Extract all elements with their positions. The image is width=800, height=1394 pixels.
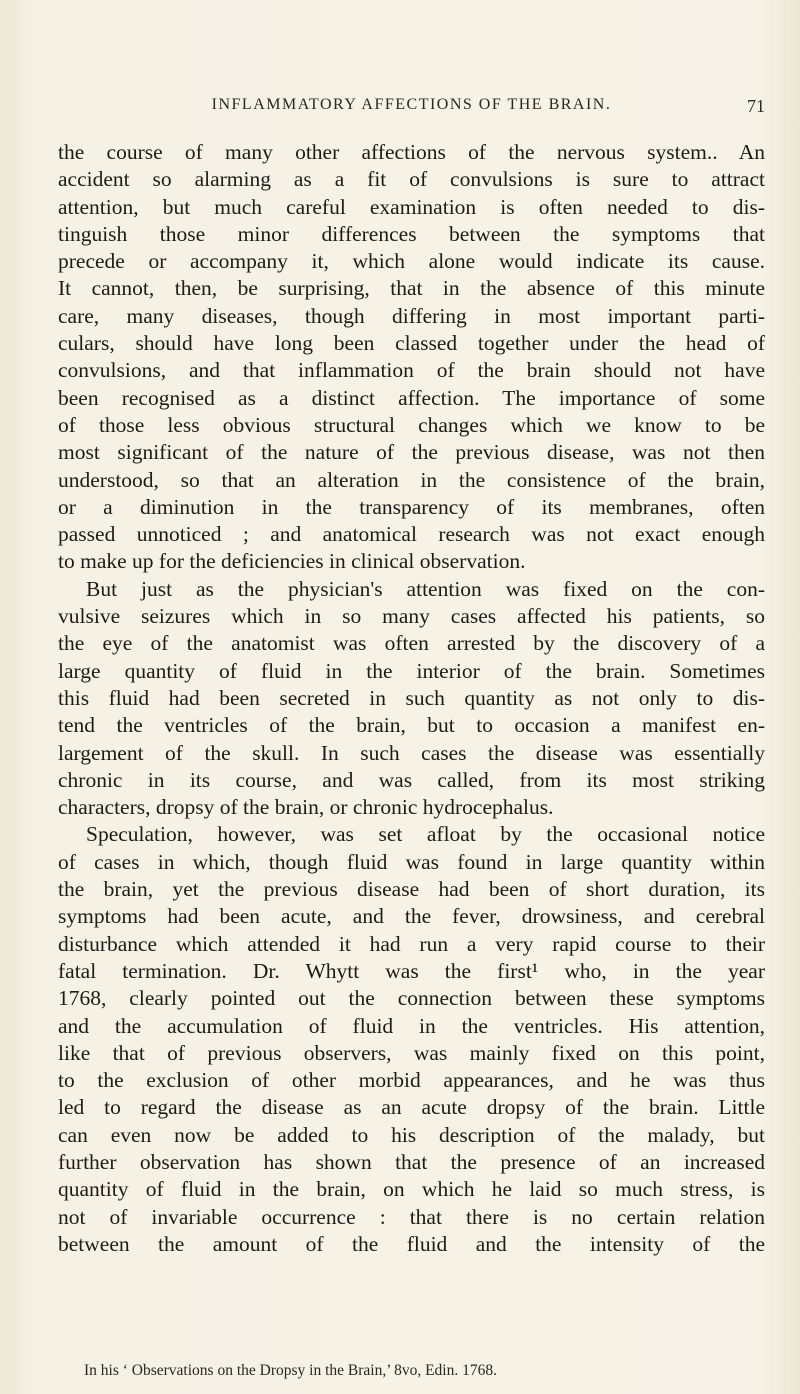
text-line: of cases in which, though fluid was found in large quantity within bbox=[58, 849, 765, 874]
text-line: tinguish those minor differences between the symptoms that bbox=[58, 221, 765, 246]
text-line: between the amount of the fluid and the intensity of the bbox=[58, 1231, 765, 1256]
text-line: of those less obvious structural changes which we know to be bbox=[58, 412, 765, 437]
text-line: convulsions, and that inflammation of the brain should not have bbox=[58, 358, 765, 383]
text-line: the brain, yet the previous disease had been of short duration, its bbox=[58, 877, 765, 902]
text-line: the course of many other affections of the nervous system.. An bbox=[58, 140, 765, 164]
text-line: precede or accompany it, which alone would indicate its cause. bbox=[58, 249, 765, 274]
text-line: led to regard the disease as an acute dropsy of the brain. Little bbox=[58, 1095, 765, 1120]
text-line: symptoms had been acute, and the fever, drowsiness, and cerebral bbox=[58, 904, 765, 929]
text-line: disturbance which attended it had run a very rapid course to their bbox=[58, 931, 765, 956]
text-line: largement of the skull. In such cases the disease was essentially bbox=[58, 740, 765, 765]
text-line: culars, should have long been classed together under the head of bbox=[58, 331, 765, 356]
text-line: accident so alarming as a fit of convulsions is sure to attract bbox=[58, 167, 765, 192]
body-text bbox=[58, 139, 765, 1258]
text-line: not of invariable occurrence : that there is no certain relation bbox=[58, 1204, 765, 1229]
text-line: like that of previous observers, was mainly fixed on this point, bbox=[58, 1040, 765, 1065]
text-line: It cannot, then, be surprising, that in the absence of this minute bbox=[58, 276, 765, 301]
text-line: fatal termination. Dr. Whytt was the first¹ who, in the year bbox=[58, 958, 765, 983]
text-line: attention, but much careful examination is often needed to dis- bbox=[58, 194, 765, 219]
text-line: and the accumulation of fluid in the ventricles. His attention, bbox=[58, 1013, 765, 1038]
text-line: characters, dropsy of the brain, or chronic hydrocephalus. bbox=[58, 795, 554, 820]
text-line: vulsive seizures which in so many cases affected his patients, so bbox=[58, 604, 765, 629]
text-line: tend the ventricles of the brain, but to occasion a manifest en- bbox=[58, 713, 765, 738]
text-line: But just as the physician's attention was fixed on the con- bbox=[86, 576, 765, 601]
text-line: further observation has shown that the presence of an increased bbox=[58, 1149, 765, 1174]
text-line: Speculation, however, was set afloat by the occasional notice bbox=[86, 822, 765, 847]
page-header bbox=[58, 96, 765, 120]
page-number: 71 bbox=[747, 96, 765, 116]
text-line: to the exclusion of other morbid appearances, and he was thus bbox=[58, 1068, 765, 1093]
text-line: large quantity of fluid in the interior of the brain. Sometimes bbox=[58, 658, 765, 683]
text-line: understood, so that an alteration in the consistence of the brain, bbox=[58, 467, 765, 492]
text-line: can even now be added to his description of the malady, but bbox=[58, 1122, 765, 1147]
text-line: to make up for the deficiencies in clinical observation. bbox=[58, 549, 526, 574]
running-head: INFLAMMATORY AFFECTIONS OF THE BRAIN. bbox=[211, 96, 612, 113]
text-line: this fluid had been secreted in such quantity as not only to dis- bbox=[58, 685, 765, 710]
footnote: In his ‘ Observations on the Dropsy in the Brain,’ 8vo, Edin. 1768. bbox=[84, 1362, 497, 1379]
text-line: passed unnoticed ; and anatomical research was not exact enough bbox=[58, 522, 765, 547]
text-line: been recognised as a distinct affection. The importance of some bbox=[58, 385, 765, 410]
text-line: 1768, clearly pointed out the connection between these symptoms bbox=[58, 986, 765, 1011]
text-line: quantity of fluid in the brain, on which he laid so much stress, is bbox=[58, 1177, 765, 1202]
text-line: most significant of the nature of the previous disease, was not then bbox=[58, 440, 765, 465]
text-line: care, many diseases, though differing in most important parti- bbox=[58, 303, 765, 328]
text-line: the eye of the anatomist was often arrested by the discovery of a bbox=[58, 631, 765, 656]
text-line: chronic in its course, and was called, from its most striking bbox=[58, 767, 765, 792]
text-line: or a diminution in the transparency of its membranes, often bbox=[58, 494, 765, 519]
